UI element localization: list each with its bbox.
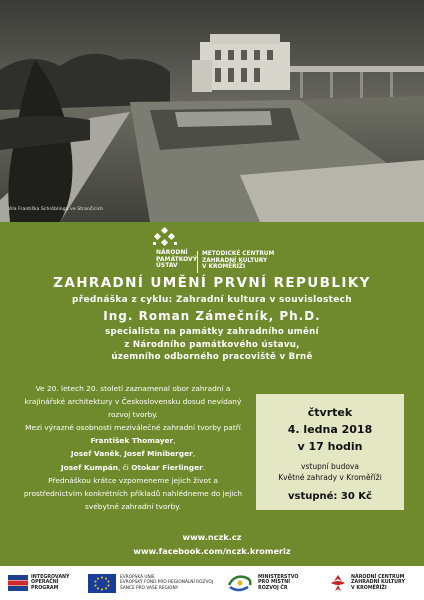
npu-line: PAMÁTKOVÝ <box>156 255 198 263</box>
separator: . <box>202 462 206 472</box>
center-logo-text <box>202 251 274 271</box>
web-links <box>0 530 424 558</box>
iop-flag-icon <box>8 575 28 591</box>
affiliation-line: specialista na památky zahradního umění <box>105 327 319 337</box>
affiliation-line: územního odborného pracoviště v Brně <box>111 352 313 362</box>
eu-line: EVROPSKÁ UNIE <box>120 574 155 580</box>
event-fee: vstupné: 30 Kč <box>288 491 372 502</box>
eu-line: EVROPSKÝ FOND PRO REGIONÁLNÍ ROZVOJ <box>120 580 213 586</box>
npu-logo-mark-icon <box>150 227 180 249</box>
header-photo <box>0 0 424 222</box>
lecture-description <box>22 382 244 513</box>
event-date: 4. ledna 2018 <box>287 423 373 436</box>
event-time: v 17 hodin <box>297 440 363 453</box>
npu-line: ÚSTAV <box>156 262 178 269</box>
place-line: vstupní budova <box>301 462 359 471</box>
logo-divider <box>197 251 198 273</box>
person-name: Josef Miniberger <box>124 449 193 459</box>
facebook-link[interactable]: www.facebook.com/nczk.kromeriz <box>133 546 291 556</box>
description-paragraph <box>22 421 244 473</box>
npu-logo <box>150 227 280 269</box>
center-line: METODICKÉ CENTRUM <box>202 251 275 257</box>
separator: , <box>173 436 176 446</box>
garden-villa-photo <box>0 0 424 222</box>
separator: , či <box>118 462 132 472</box>
description-paragraph: Ve 20. letech 20. století zaznamenal obor zahradní a krajinářské architektury v Československu dosud nevídaný rozvoj tvorby. <box>24 384 242 420</box>
npu-line: NÁRODNÍ <box>156 249 188 256</box>
speaker-affiliation <box>0 326 424 364</box>
website-link[interactable]: www.nczk.cz <box>182 532 242 542</box>
lecture-subtitle: přednáška z cyklu: Zahradní kultura v souvislostech <box>72 295 352 305</box>
separator: , <box>119 449 122 459</box>
iop-line: PROGRAM <box>31 585 59 591</box>
photo-caption: Vila Františka Schröblinga ve Strančicích <box>8 207 104 212</box>
person-name: Josef Vaněk <box>70 449 120 459</box>
iop-logo <box>8 566 70 600</box>
place-line: Květné zahrady v Kroměříži <box>278 473 382 482</box>
separator: , <box>192 449 196 459</box>
mmr-line: MINISTERSTVO <box>258 574 299 580</box>
npu-logo-text <box>156 250 197 270</box>
description-text: Mezi výrazné osobnosti meziválečné zahradní tvorby patří <box>25 423 241 433</box>
mmr-line: PRO MÍSTNÍ <box>258 580 291 586</box>
person-name: Otokar Fierlinger <box>131 462 203 472</box>
event-info-box <box>256 394 404 510</box>
event-place <box>256 461 404 483</box>
speaker-name: Ing. Roman Zámečník, Ph.D. <box>103 309 321 323</box>
eu-line: ŠANCE PRO VAŠE REGIONY <box>120 585 179 591</box>
event-day: čtvrtek <box>307 406 353 419</box>
eu-logo <box>88 566 213 600</box>
affiliation-line: z Národního památkového ústavu, <box>124 339 300 350</box>
description-paragraph: Přednáškou krátce vzpomeneme jejich život a prostřednictvím konkrétních příkladů nahlédneme do jejich svébytné zahradní tvorby. <box>23 475 243 511</box>
center-line: ZAHRADNÍ KULTURY <box>202 257 268 264</box>
person-name: František Thomayer <box>90 436 174 446</box>
iop-line: INTEGROVANÝ <box>31 574 70 580</box>
iop-line: OPERAČNÍ <box>31 580 59 586</box>
nczk-leaf-icon <box>328 573 348 593</box>
nczk-line: NÁRODNÍ CENTRUM <box>351 574 405 580</box>
nczk-line: ZAHRADNÍ KULTURY <box>351 580 405 586</box>
mmr-logo <box>226 566 299 600</box>
sponsor-footer <box>0 566 424 600</box>
person-name: Josef Kumpán <box>60 462 119 472</box>
lecture-header <box>0 275 424 364</box>
nczk-logo <box>328 566 405 600</box>
lecture-title: ZAHRADNÍ UMĚNÍ PRVNÍ REPUBLIKY <box>53 275 371 291</box>
center-line: V KROMĚŘÍŽI <box>202 264 246 270</box>
mmr-swirl-icon <box>226 573 254 593</box>
mmr-line: ROZVOJ ČR <box>258 585 288 591</box>
eu-flag-icon <box>88 574 116 593</box>
nczk-line: V KROMĚŘÍŽI <box>351 585 387 591</box>
